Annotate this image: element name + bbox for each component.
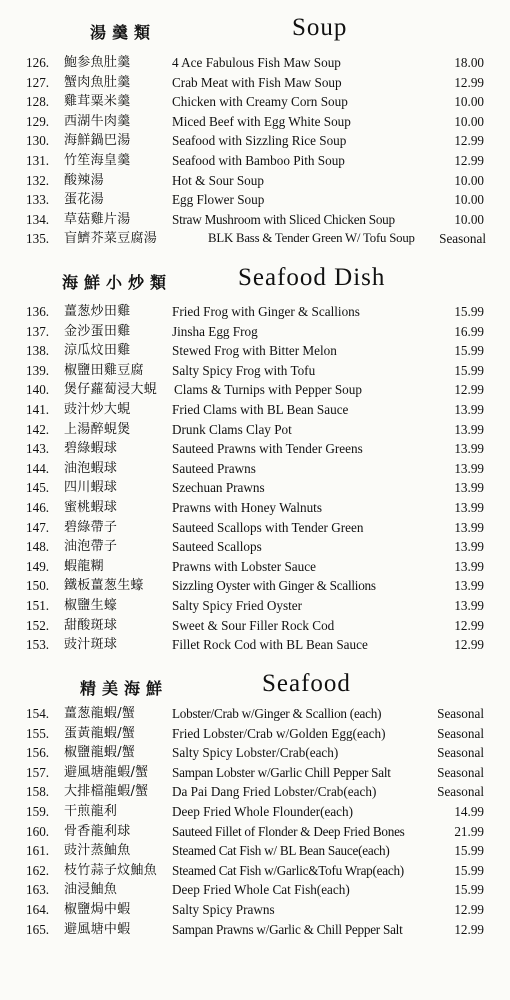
item-number: 143. — [26, 441, 50, 457]
item-number: 159. — [26, 803, 50, 819]
item-number: 133. — [26, 192, 50, 208]
menu-item-row — [0, 724, 510, 744]
item-name-zh: 西湖牛肉羹 — [64, 113, 131, 129]
item-name-en: Deep Fried Whole Flounder(each) — [172, 803, 354, 819]
item-name-en: Steamed Cat Fish w/Garlic&Tofu Wrap(each) — [172, 862, 404, 878]
item-price: 13.99 — [454, 539, 484, 555]
item-name-en: Clams & Turnips with Pepper Soup — [174, 382, 362, 398]
item-name-en: Salty Spicy Frog with Tofu — [172, 362, 316, 378]
item-name-en: Prawns with Honey Walnuts — [172, 499, 322, 515]
item-name-zh: 油泡蝦球 — [64, 460, 118, 476]
item-price: 12.99 — [454, 382, 484, 398]
item-price: 12.99 — [454, 921, 484, 937]
menu-item-row — [0, 322, 510, 342]
menu-item-row — [0, 380, 510, 400]
menu-item-row — [0, 210, 510, 230]
item-name-en: Sampan Lobster w/Garlic Chill Pepper Salt — [172, 764, 391, 780]
menu-item-row — [0, 861, 510, 881]
item-number: 139. — [26, 362, 50, 378]
seafood-header — [0, 670, 510, 704]
item-name-zh: 上湯醉蜆煲 — [64, 421, 131, 437]
menu-item-row — [0, 361, 510, 381]
item-price: Seasonal — [437, 706, 484, 721]
item-name-zh: 四川蝦球 — [64, 480, 118, 496]
menu-item-row — [0, 576, 510, 596]
item-name-en: Sauteed Scallops with Tender Green — [172, 519, 364, 535]
item-name-en: Seafood with Sizzling Rice Soup — [172, 133, 347, 149]
item-name-en: Szechuan Prawns — [172, 480, 265, 496]
item-name-zh: 蜜桃蝦球 — [64, 499, 118, 515]
menu-item-row — [0, 635, 510, 655]
item-name-en: Salty Spicy Fried Oyster — [172, 597, 303, 613]
item-name-zh: 避風塘龍蝦/蟹 — [64, 764, 149, 780]
seafood-title-en: Seafood — [262, 670, 351, 697]
menu-item-row — [0, 420, 510, 440]
item-number: 164. — [26, 901, 50, 917]
menu-item-row — [0, 518, 510, 538]
item-name-zh: 涼瓜炆田雞 — [64, 343, 131, 359]
menu-item-row — [0, 131, 510, 151]
item-name-en: Drunk Clams Clay Pot — [172, 421, 292, 437]
item-name-en: Miced Beef with Egg White Soup — [172, 113, 351, 129]
item-price: 12.99 — [454, 617, 484, 633]
menu-item-row — [0, 229, 510, 249]
menu-item-row — [0, 151, 510, 171]
item-price: 12.99 — [454, 152, 484, 168]
menu-item-row — [0, 920, 510, 940]
item-number: 156. — [26, 745, 50, 761]
item-name-en: Sampan Prawns w/Garlic & Chill Pepper Salt — [172, 921, 403, 937]
item-name-en: 4 Ace Fabulous Fish Maw Soup — [172, 55, 341, 70]
item-price: 13.99 — [454, 401, 484, 417]
item-name-zh: 大排檔龍蝦/蟹 — [64, 784, 149, 800]
item-name-zh: 碧綠帶子 — [64, 519, 118, 535]
item-price: 12.99 — [454, 901, 484, 917]
item-price: 15.99 — [454, 343, 484, 359]
menu-item-row — [0, 478, 510, 498]
item-price: 13.99 — [454, 480, 484, 496]
item-number: 132. — [26, 172, 50, 188]
menu-item-row — [0, 341, 510, 361]
menu-item-row — [0, 400, 510, 420]
item-name-en: Lobster/Crab w/Ginger & Scallion (each) — [172, 706, 382, 721]
menu-item-row — [0, 171, 510, 191]
item-number: 134. — [26, 211, 50, 227]
item-number: 136. — [26, 304, 50, 319]
item-name-zh: 薑葱龍蝦/蟹 — [64, 706, 136, 721]
menu-item-row — [0, 112, 510, 132]
menu-item-row — [0, 498, 510, 518]
menu-item-row — [0, 900, 510, 920]
menu-item-row — [0, 596, 510, 616]
item-price: 12.99 — [454, 74, 484, 90]
menu-item-row — [0, 802, 510, 822]
item-number: 128. — [26, 94, 50, 110]
item-price: Seasonal — [437, 745, 484, 761]
soup-title-en: Soup — [292, 14, 348, 41]
item-number: 140. — [26, 382, 50, 398]
item-name-en: Fillet Rock Cod with BL Bean Sauce — [172, 637, 368, 653]
item-number: 162. — [26, 862, 50, 878]
item-number: 160. — [26, 823, 50, 839]
seafood-dish-title-zh: 海鮮小炒類 — [62, 273, 173, 292]
soup-title-zh: 湯羹類 — [90, 23, 157, 42]
item-number: 161. — [26, 843, 50, 859]
item-name-zh: 盲鱭芥菜豆腐湯 — [64, 231, 158, 247]
item-name-en: Jinsha Egg Frog — [172, 323, 258, 339]
item-name-zh: 油浸鮋魚 — [64, 882, 118, 898]
item-name-zh: 椒鹽生蠔 — [64, 597, 118, 613]
item-number: 146. — [26, 499, 50, 515]
item-number: 144. — [26, 460, 50, 476]
menu-item-row — [0, 782, 510, 802]
item-price: 13.99 — [454, 558, 484, 574]
item-name-zh: 避風塘中蝦 — [64, 921, 131, 937]
item-name-zh: 蛋黃龍蝦/蟹 — [64, 725, 136, 741]
item-number: 157. — [26, 764, 50, 780]
item-price: 13.99 — [454, 499, 484, 515]
item-name-en: Sauteed Prawns with Tender Greens — [172, 441, 363, 457]
item-name-en: Sweet & Sour Filler Rock Cod — [172, 617, 335, 633]
item-price: Seasonal — [437, 784, 484, 800]
item-name-zh: 鮑参魚肚羹 — [64, 55, 131, 70]
item-price: 10.00 — [454, 172, 484, 188]
menu-item-row — [0, 73, 510, 93]
item-price: 15.99 — [454, 304, 484, 319]
menu-item-row — [0, 743, 510, 763]
item-number: 145. — [26, 480, 50, 496]
item-name-en: Sizzling Oyster with Ginger & Scallions — [172, 578, 376, 594]
item-number: 141. — [26, 401, 50, 417]
menu-item-row — [0, 53, 510, 73]
item-name-zh: 鐵板薑葱生蠔 — [64, 578, 144, 594]
item-price: 13.99 — [454, 421, 484, 437]
item-name-zh: 椒鹽龍蝦/蟹 — [64, 745, 136, 761]
menu-item-row — [0, 880, 510, 900]
menu-item-row — [0, 439, 510, 459]
item-number: 135. — [26, 231, 50, 247]
item-name-zh: 干煎龍利 — [64, 803, 118, 819]
item-name-en: Fried Clams with BL Bean Sauce — [172, 401, 349, 417]
item-name-en: Chicken with Creamy Corn Soup — [172, 94, 348, 110]
item-price: 13.99 — [454, 578, 484, 594]
item-price: 13.99 — [454, 460, 484, 476]
item-number: 163. — [26, 882, 50, 898]
item-number: 165. — [26, 921, 50, 937]
menu-item-row — [0, 302, 510, 322]
item-name-en: Stewed Frog with Bitter Melon — [172, 343, 337, 359]
item-name-zh: 甜酸斑球 — [64, 617, 118, 633]
item-name-zh: 椒鹽焗中蝦 — [64, 901, 131, 917]
item-name-zh: 酸辣湯 — [64, 172, 104, 188]
item-number: 151. — [26, 597, 50, 613]
item-name-en: Fried Lobster/Crab w/Golden Egg(each) — [172, 725, 386, 741]
item-price: 13.99 — [454, 519, 484, 535]
item-name-en: Prawns with Lobster Sauce — [172, 558, 316, 574]
seafood-section — [0, 670, 510, 939]
menu-item-row — [0, 616, 510, 636]
item-name-zh: 煲仔蘿蔔浸大蜆 — [64, 382, 158, 398]
item-name-zh: 蟹肉魚肚羹 — [64, 74, 131, 90]
item-price: 14.99 — [454, 803, 484, 819]
item-price: 18.00 — [454, 55, 484, 70]
item-name-zh: 油泡帶子 — [64, 539, 118, 555]
item-price: 15.99 — [454, 362, 484, 378]
item-name-en: Salty Spicy Prawns — [172, 901, 275, 917]
soup-section — [0, 14, 510, 249]
item-price: 10.00 — [454, 211, 484, 227]
item-name-zh: 薑葱炒田雞 — [64, 304, 131, 319]
item-name-zh: 豉汁斑球 — [64, 637, 118, 653]
item-name-zh: 海鮮鍋巴湯 — [64, 133, 131, 149]
item-price: Seasonal — [437, 725, 484, 741]
item-price: 15.99 — [454, 862, 484, 878]
item-name-en: Sauteed Scallops — [172, 539, 262, 555]
item-price: 12.99 — [454, 133, 484, 149]
item-price: 13.99 — [454, 597, 484, 613]
seafood-dish-header — [0, 264, 510, 298]
item-name-zh: 金沙蛋田雞 — [64, 323, 131, 339]
item-price: 15.99 — [454, 882, 484, 898]
menu-item-row — [0, 459, 510, 479]
item-number: 149. — [26, 558, 50, 574]
item-price: 15.99 — [454, 843, 484, 859]
menu-item-row — [0, 822, 510, 842]
item-number: 158. — [26, 784, 50, 800]
item-price: 21.99 — [454, 823, 484, 839]
item-name-en: Steamed Cat Fish w/ BL Bean Sauce(each) — [172, 843, 390, 859]
item-number: 137. — [26, 323, 50, 339]
menu-item-row — [0, 537, 510, 557]
item-number: 142. — [26, 421, 50, 437]
item-name-en: Sauteed Fillet of Flonder & Deep Fried Bones — [172, 823, 405, 839]
item-name-en: Straw Mushroom with Sliced Chicken Soup — [172, 211, 395, 227]
soup-header — [0, 14, 510, 48]
item-number: 153. — [26, 637, 50, 653]
menu-item-row — [0, 190, 510, 210]
item-name-en: Crab Meat with Fish Maw Soup — [172, 74, 342, 90]
item-number: 152. — [26, 617, 50, 633]
seafood-dish-list — [0, 302, 510, 655]
item-name-zh: 骨香龍利球 — [64, 823, 131, 839]
item-name-zh: 草菇雞片湯 — [64, 211, 131, 227]
item-price: 10.00 — [454, 192, 484, 208]
item-name-zh: 枝竹蒜子炆鮋魚 — [64, 862, 158, 878]
item-name-en: Hot & Sour Soup — [172, 172, 264, 188]
item-number: 150. — [26, 578, 50, 594]
item-name-en: Egg Flower Soup — [172, 192, 265, 208]
item-number: 127. — [26, 74, 50, 90]
menu-item-row — [0, 92, 510, 112]
item-number: 147. — [26, 519, 50, 535]
item-price: 16.99 — [454, 323, 484, 339]
item-price: Seasonal — [439, 231, 486, 247]
item-name-zh: 碧綠蝦球 — [64, 441, 118, 457]
item-number: 129. — [26, 113, 50, 129]
item-name-en: Deep Fried Whole Cat Fish(each) — [172, 882, 350, 898]
item-name-zh: 竹笙海皇羹 — [64, 152, 131, 168]
item-name-en: Salty Spicy Lobster/Crab(each) — [172, 745, 339, 761]
item-name-zh: 蛋花湯 — [64, 192, 104, 208]
item-number: 148. — [26, 539, 50, 555]
item-price: 12.99 — [454, 637, 484, 653]
item-number: 130. — [26, 133, 50, 149]
soup-list — [0, 53, 510, 249]
menu-item-row — [0, 841, 510, 861]
item-name-zh: 蝦龍糊 — [64, 558, 104, 574]
item-name-zh: 雞茸粟米羹 — [64, 94, 131, 110]
item-number: 131. — [26, 152, 50, 168]
item-name-en: BLK Bass & Tender Green W/ Tofu Soup — [208, 231, 415, 246]
item-name-zh: 椒鹽田雞豆腐 — [64, 362, 144, 378]
seafood-dish-title-en: Seafood Dish — [238, 264, 386, 291]
menu-item-row — [0, 557, 510, 577]
menu-item-row — [0, 704, 510, 724]
item-name-zh: 豉汁蒸鮋魚 — [64, 843, 131, 859]
item-name-en: Seafood with Bamboo Pith Soup — [172, 152, 345, 168]
item-price: 10.00 — [454, 94, 484, 110]
item-number: 155. — [26, 725, 50, 741]
item-name-en: Fried Frog with Ginger & Scallions — [172, 304, 360, 319]
item-name-en: Da Pai Dang Fried Lobster/Crab(each) — [172, 784, 377, 800]
menu-item-row — [0, 763, 510, 783]
seafood-dish-section — [0, 264, 510, 655]
item-price: Seasonal — [437, 764, 484, 780]
item-price: 10.00 — [454, 113, 484, 129]
item-price: 13.99 — [454, 441, 484, 457]
item-number: 126. — [26, 55, 50, 70]
item-number: 138. — [26, 343, 50, 359]
item-number: 154. — [26, 706, 50, 721]
seafood-title-zh: 精美海鮮 — [80, 679, 169, 698]
seafood-list — [0, 704, 510, 939]
item-name-en: Sauteed Prawns — [172, 460, 256, 476]
item-name-zh: 豉汁炒大蜆 — [64, 401, 131, 417]
